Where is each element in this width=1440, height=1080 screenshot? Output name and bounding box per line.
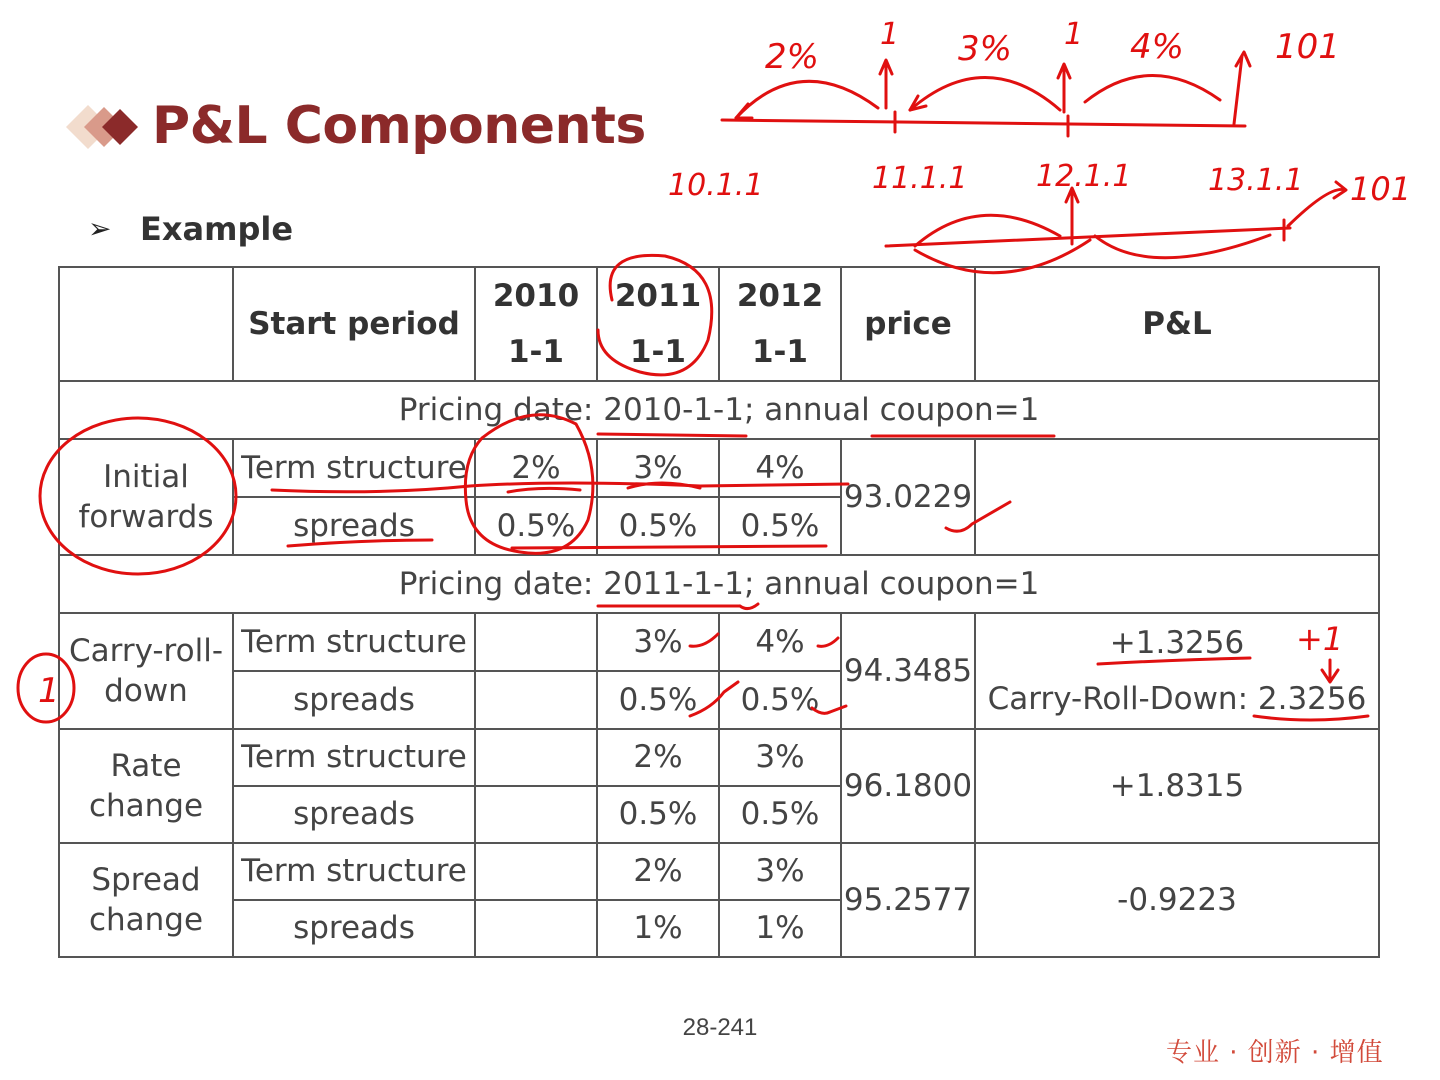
spread-spread-2011: 1%: [597, 900, 719, 957]
ink-date-2010: 10.1.1: [668, 168, 764, 203]
initial-term-2012: 4%: [719, 439, 841, 497]
row-label-rate-change: Rate change: [59, 729, 233, 843]
ink-rate-1: 2%: [765, 37, 819, 77]
pricing-date-2010: Pricing date: 2010-1-1; annual coupon=1: [59, 381, 1379, 439]
spread-term-2010: [475, 843, 597, 900]
ink-date-2013: 13.1.1: [1208, 163, 1304, 198]
spread-price: 95.2577: [841, 843, 975, 957]
ink-rate-3: 4%: [1130, 27, 1184, 67]
initial-term-2011: 3%: [597, 439, 719, 497]
rate-price: 96.1800: [841, 729, 975, 843]
carry-term-2011: 3%: [597, 613, 719, 671]
initial-pnl: [975, 439, 1379, 555]
ink-cashflow-101: 101: [1275, 27, 1340, 67]
ink-plus-one: +1: [1296, 620, 1344, 658]
rate-spread-2011: 0.5%: [597, 786, 719, 843]
initial-term-2010: 2%: [475, 439, 597, 497]
ink-coupon-1: 1: [880, 17, 900, 52]
pnl-table: [58, 266, 1380, 958]
header-price: price: [841, 267, 975, 381]
header-pnl: P&L: [975, 267, 1379, 381]
spreads-label: spreads: [233, 497, 475, 555]
logo-diamonds: [38, 92, 148, 162]
rate-spread-2010: [475, 786, 597, 843]
term-structure-label: Term structure: [233, 613, 475, 671]
row-label-carry-roll-down: Carry-roll- down: [59, 613, 233, 729]
header-year-2010: 2010 1-1: [475, 267, 597, 381]
initial-spread-2012: 0.5%: [719, 497, 841, 555]
rate-term-2012: 3%: [719, 729, 841, 786]
footer-slogan: 专业 · 创新 · 增值: [1166, 1038, 1384, 1068]
carry-price: 94.3485: [841, 613, 975, 729]
term-structure-label: Term structure: [233, 729, 475, 786]
page-number: 28-241: [682, 1014, 758, 1041]
example-heading: Example: [140, 210, 294, 248]
ink-timeline-bottom: [886, 228, 1290, 246]
spread-spread-2010: [475, 900, 597, 957]
slide-title: P&L Components: [152, 96, 646, 156]
ink-number-one: 1: [38, 671, 60, 711]
initial-spread-2011: 0.5%: [597, 497, 719, 555]
ink-date-2012: 12.1.1: [1036, 159, 1132, 194]
spread-pnl: -0.9223: [975, 843, 1379, 957]
ink-timeline-top: [722, 120, 1245, 126]
pricing-date-2011: Pricing date: 2011-1-1; annual coupon=1: [59, 555, 1379, 613]
rate-term-2010: [475, 729, 597, 786]
row-label-initial-forwards: Initial forwards: [59, 439, 233, 555]
spread-term-2012: 3%: [719, 843, 841, 900]
spread-term-2011: 2%: [597, 843, 719, 900]
term-structure-label: Term structure: [233, 439, 475, 497]
header-year-2011: 2011 1-1: [597, 267, 719, 381]
initial-price: 93.0229: [841, 439, 975, 555]
carry-spread-2010: [475, 671, 597, 729]
initial-spread-2010: 0.5%: [475, 497, 597, 555]
rate-spread-2012: 0.5%: [719, 786, 841, 843]
header-year-2012: 2012 1-1: [719, 267, 841, 381]
spread-spread-2012: 1%: [719, 900, 841, 957]
carry-term-2010: [475, 613, 597, 671]
rate-pnl: +1.8315: [975, 729, 1379, 843]
spreads-label: spreads: [233, 671, 475, 729]
ink-rate-2: 3%: [958, 29, 1012, 69]
ink-cashflow-101-lower: 101: [1350, 170, 1412, 208]
term-structure-label: Term structure: [233, 843, 475, 900]
bullet-arrow-icon: ➢: [88, 213, 112, 244]
header-start-period: Start period: [233, 267, 475, 381]
spreads-label: spreads: [233, 786, 475, 843]
carry-term-2012: 4%: [719, 613, 841, 671]
ink-coupon-2: 1: [1064, 17, 1084, 52]
rate-term-2011: 2%: [597, 729, 719, 786]
carry-spread-2011: 0.5%: [597, 671, 719, 729]
carry-pnl: +1.3256 Carry-Roll-Down: 2.3256: [975, 613, 1379, 729]
carry-spread-2012: 0.5%: [719, 671, 841, 729]
header-empty-cell: [59, 267, 233, 381]
row-label-spread-change: Spread change: [59, 843, 233, 957]
spreads-label: spreads: [233, 900, 475, 957]
ink-date-2011: 11.1.1: [872, 161, 968, 196]
